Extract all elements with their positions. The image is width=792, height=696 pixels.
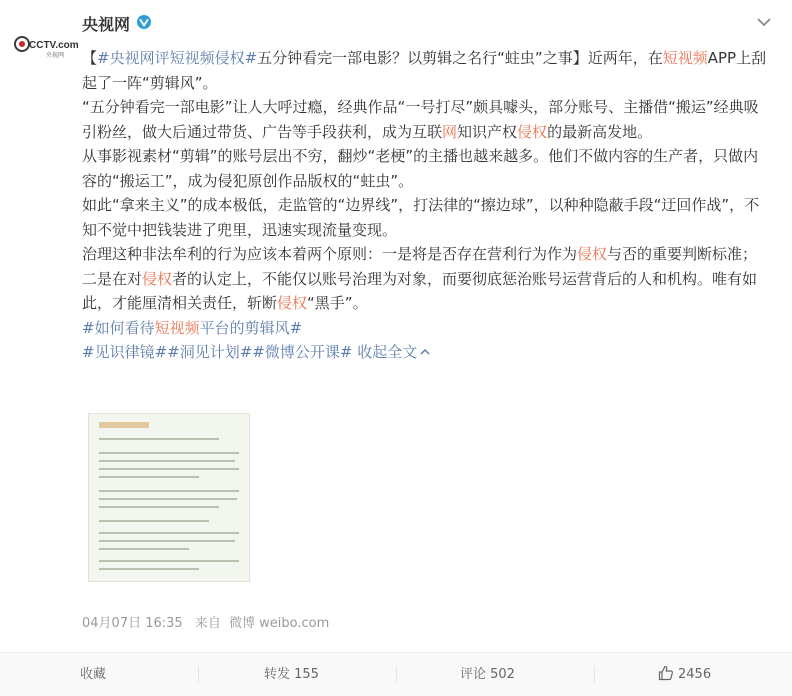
thumbnail-line xyxy=(99,476,199,478)
favorite-button[interactable]: 收藏 xyxy=(80,667,107,682)
hashtags-link[interactable]: #见识律镜##洞见计划##微博公开课# xyxy=(82,343,353,361)
chevron-down-icon[interactable] xyxy=(756,16,772,28)
keyword-link[interactable]: 侵权 xyxy=(277,294,308,312)
hashtag-link[interactable]: #央视网评短视频侵权# xyxy=(97,49,258,67)
thumbnail-line xyxy=(99,568,199,570)
paragraph-5-text-4: “黑手”。 xyxy=(307,294,368,312)
collapse-label: 收起全文 xyxy=(357,343,418,361)
source-prefix: 来自 xyxy=(194,616,221,631)
paragraph-2-text: “五分钟看完一部电影”让人大呼过瘾，经典作品“一号打尽”颇具噱头，部分账号、主播借“搬运”经典吸引粉丝，做大后通过带货、广告等手段获利，成为互联 xyxy=(82,98,759,141)
paragraph-2-text-2: 知识产权 xyxy=(457,122,518,141)
topic-line[interactable] xyxy=(82,316,772,341)
keyword-link[interactable]: 侵权 xyxy=(517,122,548,141)
paragraph-5-text: 治理这种非法牟利的行为应该本着两个原则：一是将是否存在营利行为作为 xyxy=(82,245,578,263)
thumbnail-line xyxy=(99,490,239,492)
paragraph-1-text-2: APP上刮起了一阵“剪辑风”。 xyxy=(82,49,767,92)
thumbnail-line xyxy=(99,460,235,462)
like-count: 2456 xyxy=(678,667,712,682)
like-button[interactable] xyxy=(658,653,711,696)
attached-image-thumbnail[interactable] xyxy=(88,413,250,582)
thumbnail-line xyxy=(99,452,239,454)
thumbnail-line xyxy=(99,520,209,522)
action-separator xyxy=(198,666,199,683)
topic-keyword[interactable]: 短视频 xyxy=(154,318,200,337)
thumbnail-line xyxy=(99,468,239,470)
collapse-link[interactable] xyxy=(357,343,430,361)
paragraph-3: 从事影视素材“剪辑”的账号层出不穷，翻炒“老梗”的主播也越来越多。他们不做内容的生产者，只做内容的“搬运工”，成为侵犯原创作品版权的“蛀虫”。 xyxy=(82,147,759,190)
thumbnail-line xyxy=(99,438,219,440)
source-link[interactable]: 微博 weibo.com xyxy=(228,616,330,631)
avatar-logo-subtext: 央视网 xyxy=(46,52,65,59)
tags-line xyxy=(82,340,772,365)
action-separator xyxy=(396,666,397,683)
post-meta xyxy=(82,612,329,631)
post-content xyxy=(82,46,772,365)
paragraph-1 xyxy=(82,46,772,95)
verified-icon xyxy=(136,14,152,30)
bracket-open: 【 xyxy=(82,49,98,67)
thumbnail-line xyxy=(99,560,239,562)
keyword-link[interactable]: 侵权 xyxy=(577,245,608,263)
thumbnail-line xyxy=(99,532,239,534)
thumbnail-header xyxy=(99,422,149,428)
thumbnail-line xyxy=(99,498,237,500)
keyword-link[interactable]: 网 xyxy=(442,122,458,141)
action-bar xyxy=(0,653,792,696)
thumbnail-line xyxy=(99,540,235,542)
topic-post[interactable]: 平台的剪辑风# xyxy=(199,318,303,337)
comment-button[interactable]: 评论 502 xyxy=(460,667,515,682)
avatar-logo-text: CCTV.com xyxy=(29,40,79,51)
repost-button[interactable]: 转发 155 xyxy=(264,667,319,682)
chevron-up-icon xyxy=(420,348,430,356)
paragraph-4: 如此“拿来主义”的成本极低，走监管的“边界线”，打法律的“擦边球”，以种种隐蔽手段“迂回作战”，不知不觉中把钱装进了兜里，迅速实现流量变现。 xyxy=(82,196,760,239)
paragraph-5-text-2: 与否的重要判断标准；二是在对 xyxy=(82,245,758,288)
paragraph-5-text-3: 者的认定上，不能仅以账号治理为对象，而要彻底惩治账号运营背后的人和机构。唯有如此，才能厘清相关责任，斩断 xyxy=(82,269,758,312)
thumbs-up-icon xyxy=(658,665,674,681)
post-timestamp[interactable]: 04月07日 16:35 xyxy=(82,616,183,631)
author-name[interactable]: 央视网 xyxy=(82,15,131,34)
thumbnail-line xyxy=(99,506,219,508)
paragraph-5 xyxy=(82,242,772,316)
thumbnail-line xyxy=(99,548,189,550)
paragraph-2 xyxy=(82,95,772,144)
paragraph-1-text: 五分钟看完一部电影？以剪辑之名行“蛀虫”之事】近两年，在 xyxy=(257,49,663,67)
author-avatar[interactable] xyxy=(12,26,79,66)
action-separator xyxy=(594,666,595,683)
keyword-link[interactable]: 短视频 xyxy=(662,49,708,67)
topic-pre[interactable]: #如何看待 xyxy=(82,318,155,337)
keyword-link[interactable]: 侵权 xyxy=(142,269,173,288)
paragraph-2-text-3: 的最新高发地。 xyxy=(547,122,653,141)
